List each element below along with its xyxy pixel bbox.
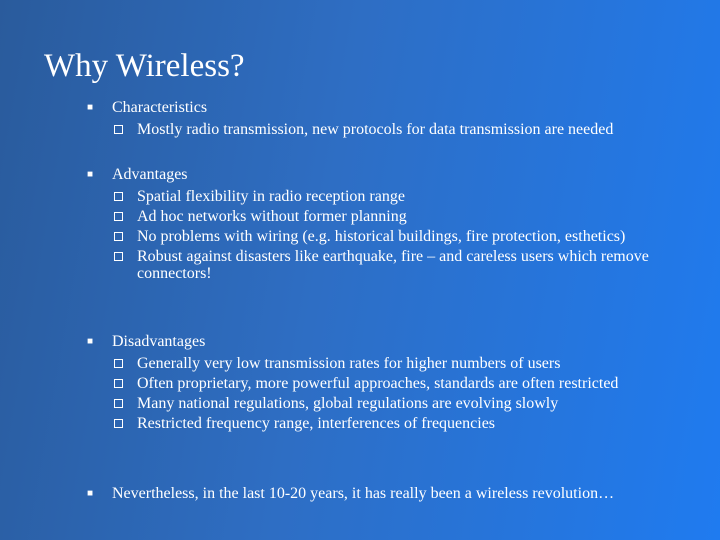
sub-bullet-text: Often proprietary, more powerful approaches, standards are often restricted [137,375,619,392]
section-disadvantages [0,332,720,432]
bullet-item [0,98,720,118]
section-heading: Advantages [112,166,188,183]
hollow-square-bullet-icon [114,359,123,368]
sub-bullet-text: No problems with wiring (e.g. historical buildings, fire protection, esthetics) [137,228,626,245]
sub-bullet-text: Mostly radio transmission, new protocols for data transmission are needed [137,121,614,138]
square-bullet-icon: ■ [87,336,94,347]
hollow-square-bullet-icon [114,125,123,134]
square-bullet-icon: ■ [87,169,94,180]
hollow-square-bullet-icon [114,212,123,221]
sub-bullet-item [0,228,657,245]
sub-bullet-text: Spatial flexibility in radio reception range [137,188,405,205]
sub-bullet-text: Robust against disasters like earthquake, fire – and careless users which remove connectors! [137,248,649,282]
sub-bullet-item [0,208,657,225]
sub-bullet-item [0,188,657,205]
bullet-item [0,165,720,185]
sub-bullet-text: Many national regulations, global regulations are evolving slowly [137,395,559,412]
hollow-square-bullet-icon [114,192,123,201]
sub-bullet-text: Restricted frequency range, interferences of frequencies [137,415,496,432]
bullet-item [0,484,720,504]
section-characteristics [0,98,720,138]
sub-bullet-item [0,375,657,392]
sub-bullet-text: Generally very low transmission rates for higher numbers of users [137,355,561,372]
slide-title: Why Wireless? [44,48,245,84]
section-heading: Characteristics [112,99,208,116]
sub-bullet-item [0,121,657,138]
sub-bullet-item [0,395,657,412]
hollow-square-bullet-icon [114,252,123,261]
section-heading: Nevertheless, in the last 10-20 years, it has really been a wireless revolution… [112,485,615,502]
section-conclusion [0,484,720,504]
sub-bullet-item [0,415,657,432]
hollow-square-bullet-icon [114,399,123,408]
sub-bullet-item [0,355,657,372]
square-bullet-icon: ■ [87,488,94,499]
square-bullet-icon: ■ [87,102,94,113]
section-heading: Disadvantages [112,333,206,350]
hollow-square-bullet-icon [114,232,123,241]
hollow-square-bullet-icon [114,419,123,428]
section-advantages [0,165,720,282]
bullet-item [0,332,720,352]
sub-bullet-text: Ad hoc networks without former planning [137,208,407,225]
sub-bullet-item [0,248,657,282]
hollow-square-bullet-icon [114,379,123,388]
